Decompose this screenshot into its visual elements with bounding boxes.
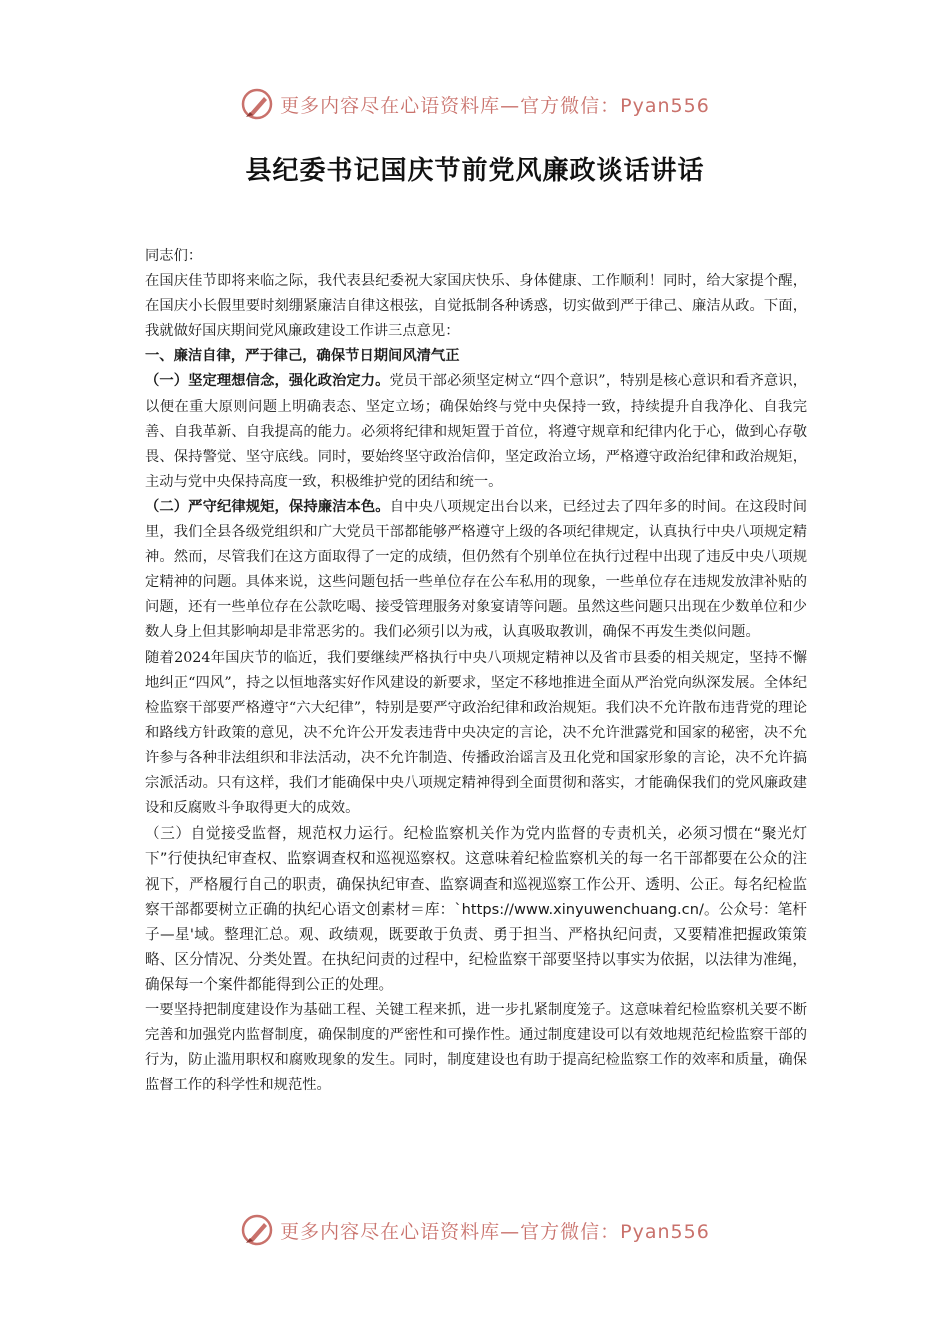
subsection-2-body: 自中央八项规定出台以来，已经过去了四年多的时间。在这段时间里，我们全县各级党组织和广大党员干部都能够严格遵守上级的各项纪律规定，认真执行中央八项规定精神。然而，尽管我们在这方面取得了一定的成绩，但仍然有个别单位在执行过程中出现了违反中央八项规定精神的问题。具体来说，这些问题包括一些单位存在公车私用的现象，一些单位存在违规发放津补贴的问题，还有一些单位存在公款吃喝、接受管理服务对象宴请等问题。虽然这些问题只出现在少数单位和少数人身上但其影响却是非常恶劣的。我们必须引以为戒，认真吸取教训，确保不再发生类似问题。 xyxy=(145,498,807,641)
subsection-1 xyxy=(145,369,807,494)
subsection-2-continued: 随着2024年国庆节的临近，我们要继续严格执行中央八项规定精神以及省市县委的相关规定，坚持不懈地纠正“四风”，持之以恒地落实好作风建设的新要求，坚定不移地推进全面从严治党向纵深发展。全体纪检监察干部要严格遵守“六大纪律”，特别是要严守政治纪律和政治规矩。我们决不允许散布违背党的理论和路线方针政策的意见，决不允许公开发表违背中央决定的言论，决不允许泄露党和国家的秘密，决不允许参与各种非法组织和非法活动，决不允许制造、传播政治谣言及丑化党和国家形象的言论，决不允许搞宗派活动。只有这样，我们才能确保中央八项规定精神得到全面贯彻和落实，才能确保我们的党风廉政建设和反腐败斗争取得更大的成效。 xyxy=(145,649,807,817)
pen-logo-icon xyxy=(240,87,274,121)
closing-paragraph: 一要坚持把制度建设作为基础工程、关键工程来抓，进一步扎紧制度笼子。这意味着纪检监察机关要不断完善和加强党内监督制度，确保制度的严密性和可操作性。通过制度建设可以有效地规范纪检监察干部的行为，防止滥用职权和腐败现象的发生。同时，制度建设也有助于提高纪检监察工作的效率和质量，确保监督工作的科学性和规范性。 xyxy=(145,1001,807,1093)
subsection-3-lead: （三）自觉接受监督，规范权力运行。 xyxy=(145,825,404,843)
banner-text: 更多内容尽在心语资料库—官方微信：Pyan556 xyxy=(280,94,710,117)
subsection-2-lead: （二）严守纪律规矩，保持廉洁本色。 xyxy=(145,498,390,515)
section-heading: 一、廉洁自律，严于律己，确保节日期间风清气正 xyxy=(145,348,460,365)
subsection-1-lead: （一）坚定理想信念，强化政治定力。 xyxy=(145,373,390,390)
banner-text: 更多内容尽在心语资料库—官方微信：Pyan556 xyxy=(280,1220,710,1243)
pen-logo-icon xyxy=(240,1213,274,1247)
page-title: 县纪委书记国庆节前党风廉政谈话讲话 xyxy=(245,156,705,186)
intro-paragraph: 在国庆佳节即将来临之际，我代表县纪委祝大家国庆快乐、身体健康、工作顺利！同时，给大家提个醒，在国庆小长假里要时刻绷紧廉洁自律这根弦，自觉抵制各种诱惑，切实做到严于律己、廉洁从政。下面，我就做好国庆期间党风廉政建设工作讲三点意见： xyxy=(145,273,807,340)
subsection-3 xyxy=(145,821,807,997)
footer-banner xyxy=(0,1210,950,1250)
subsection-3-body: 纪检监察机关作为党内监督的专责机关，必须习惯在“聚光灯下”行使执纪审查权、监察调查权和巡视巡察权。这意味着纪检监察机关的每一名干部都要在公众的注视下，严格履行自己的职责，确保执纪审查、监察调查和巡视巡察工作公开、透明、公正。每名纪检监察干部都要树立正确的执纪心语文创素材＝库：`https://www.xinyuwenchuang.cn/。公众号：笔杆子—星'域。整理汇总。观、政绩观，既要敢于负责、勇于担当、严格执纪问责，又要精准把握政策策略、区分情况、分类处置。在执纪问责的过程中，纪检监察干部要坚持以事实为依据，以法律为准绳，确保每一个案件都能得到公正的处理。 xyxy=(145,825,807,994)
header-banner xyxy=(0,84,950,124)
subsection-1-body: 党员干部必须坚定树立“四个意识”，特别是核心意识和看齐意识，以便在重大原则问题上明确表态、坚定立场；确保始终与党中央保持一致，持续提升自我净化、自我完善、自我革新、自我提高的能力。必须将纪律和规矩置于首位，将遵守规章和纪律内化于心，做到心存敬畏、保持警觉、坚守底线。同时，要始终坚守政治信仰，坚定政治立场，严格遵守政治纪律和政治规矩，主动与党中央保持高度一致，积极维护党的团结和统一。 xyxy=(145,373,807,490)
subsection-2 xyxy=(145,495,807,646)
greeting: 同志们： xyxy=(145,248,203,264)
document-body xyxy=(145,244,807,1098)
